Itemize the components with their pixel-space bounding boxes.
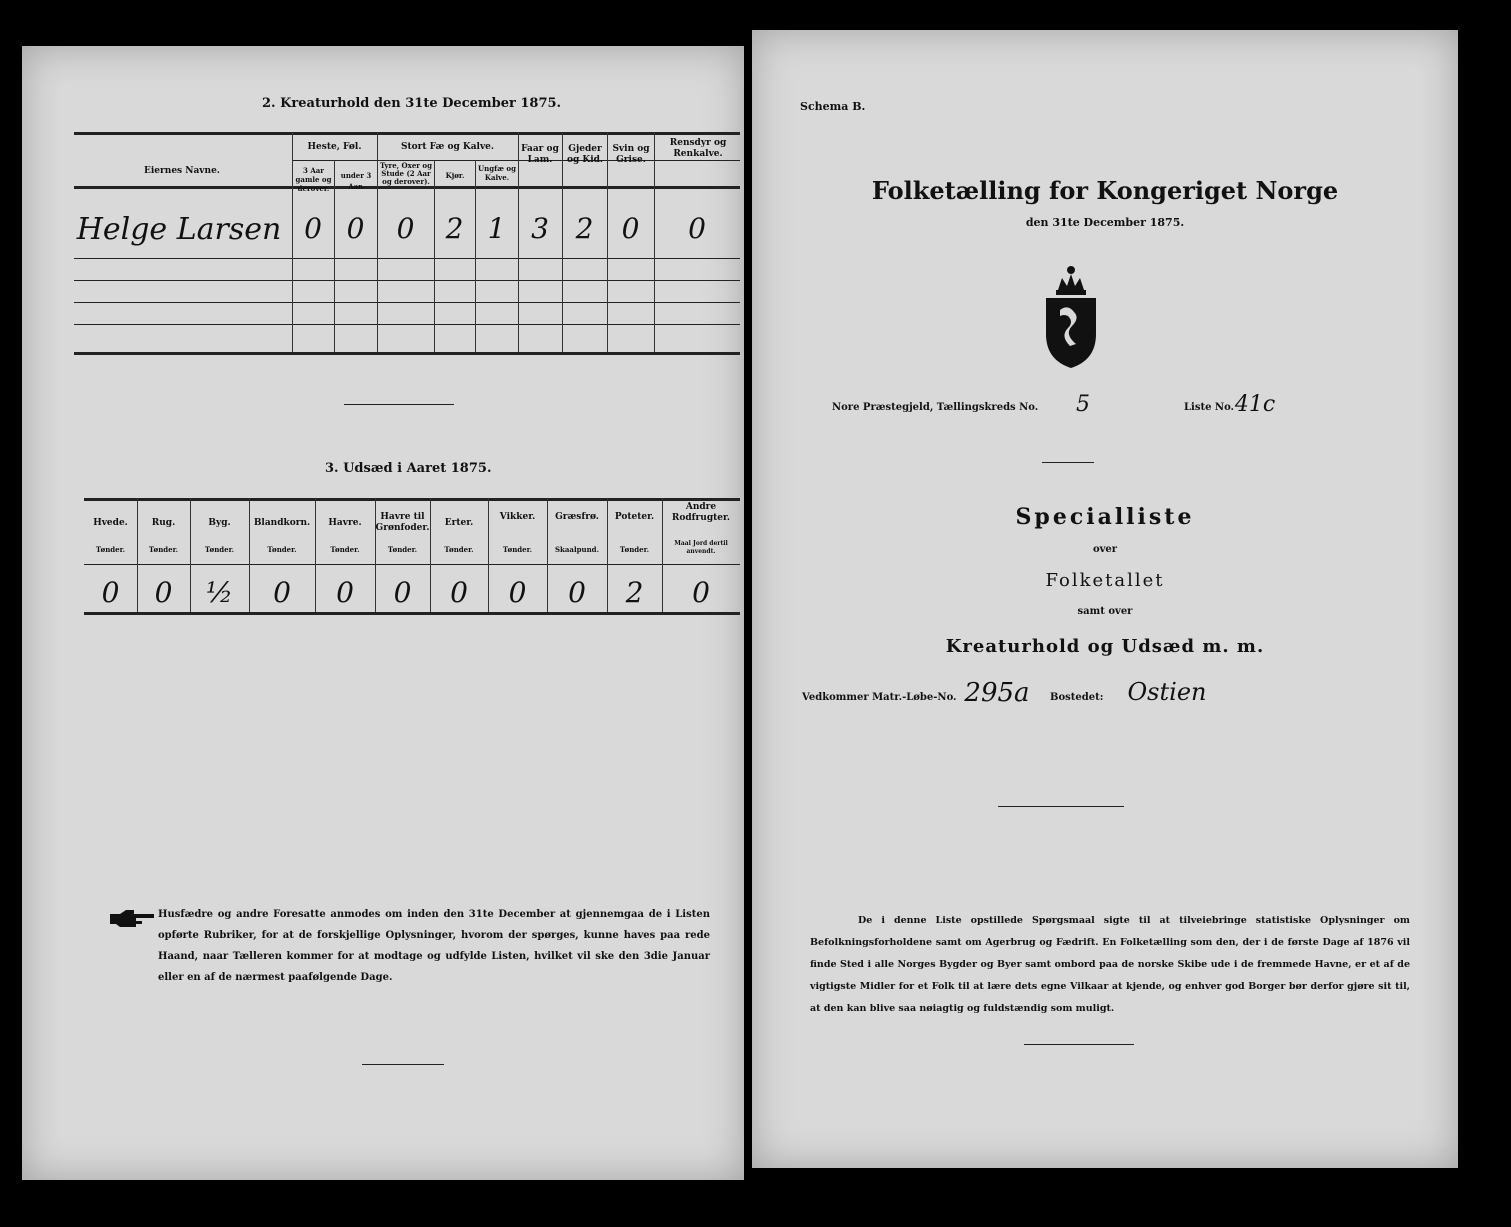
bulls-header: Tyre, Oxer og Stude (2 Aar og derover).: [380, 161, 432, 186]
seed-header: Byg.: [208, 518, 231, 528]
horses-header: Heste, Føl.: [307, 142, 362, 152]
seed-value: 0: [154, 576, 173, 609]
census-purpose-paragraph: De i denne Liste opstillede Spørgsmaal sigte til at tilveiebringe statistiske Oplysninger om Befolkningsforholdene samt om Agerbrug og Fædrift. En Folketælling som den, der i de første Dage af 1876 vil finde Sted i alle Norges Bygder og Byer samt ombord paa de norske Skibe ude i de fremmede Havne, er et af de vigtigste Midler for et Folk til at lære dets egne Vilkaar at kjende, og enhver god Borger bør derfor gjøre sit til, at den kan blive saa nøiagtig og fuldstændig som muligt.: [810, 915, 1410, 1014]
seed-value: ½: [205, 576, 234, 609]
samt-over-text: samt over: [1077, 606, 1133, 617]
seed-unit: Tønder.: [330, 545, 360, 554]
seed-bottom-rule: [84, 612, 740, 615]
household-note: Husfædre og andre Foresatte anmodes om inden den 31te December at gjennemgaa de i Listen opførte Rubriker, for at de forskjellige Oplysninger, hvorom der spørges, kunne haves paa rede Haand, naar Tælleren kommer for at modtage og udfylde Listen, hvilket vil ske den 3die Januar eller en af de nærmest paafølgende Dage.: [158, 909, 710, 983]
livestock-col-divider: [475, 160, 476, 352]
census-title: Folketælling for Kongeriget Norge: [871, 176, 1339, 205]
seed-unit: Maal Jord dertil anvendt.: [674, 540, 728, 555]
end-rule: [1024, 1044, 1134, 1045]
seed-value: 0: [393, 576, 412, 609]
kreaturhold-heading: Kreaturhold og Udsæd m. m.: [945, 636, 1265, 657]
seed-title: 3. Udsæd i Aaret 1875.: [325, 461, 492, 476]
young-cattle-header: Ungfæ og Kalve.: [478, 164, 516, 182]
owner-name: Helge Larsen: [76, 212, 282, 247]
seed-unit: Tønder.: [204, 545, 235, 554]
seed-header: Hvede.: [93, 518, 128, 528]
separator-rule: [344, 404, 454, 405]
livestock-value: 3: [531, 212, 549, 245]
separator-rule: [998, 806, 1124, 807]
livestock-value: 2: [575, 212, 594, 245]
list-label: Liste No.: [1184, 402, 1235, 413]
specialliste-heading: Specialliste: [1015, 504, 1195, 530]
livestock-row-rule-2: [74, 280, 740, 281]
end-rule: [362, 1064, 444, 1065]
seed-header: Andre Rodfrugter.: [671, 502, 731, 523]
seed-value: 2: [625, 576, 644, 609]
seed-header: Poteter.: [614, 512, 655, 522]
seed-header: Erter.: [444, 518, 474, 528]
district-label: Nore Præstegjeld, Tællingskreds No.: [832, 402, 1039, 413]
horses-young-header: under 3 Aar.: [340, 171, 372, 191]
norway-coat-of-arms-icon: [1038, 264, 1104, 370]
seed-value: 0: [336, 576, 354, 609]
district-number: 5: [1076, 392, 1090, 417]
livestock-value: 0: [346, 212, 365, 245]
livestock-value: 0: [304, 212, 322, 245]
livestock-title: 2. Kreaturhold den 31te December 1875.: [262, 96, 562, 111]
left-page: [22, 46, 744, 1180]
seed-header: Havre.: [328, 518, 362, 528]
seed-value: 0: [508, 576, 527, 609]
seed-value: 0: [101, 576, 120, 609]
goats-header: Gjeder og Kid.: [566, 144, 604, 165]
livestock-header-rule: [74, 186, 740, 189]
livestock-row-rule-3: [74, 302, 740, 303]
pigs-header: Svin og Grise.: [612, 144, 650, 165]
matr-number: 295a: [964, 678, 1030, 708]
bosted-label: Bostedet:: [1050, 692, 1104, 703]
livestock-bottom-rule: [74, 352, 740, 355]
seed-header: Græsfrø.: [555, 512, 599, 522]
livestock-value: 0: [621, 212, 640, 245]
cattle-header: Stort Fæ og Kalve.: [400, 142, 495, 152]
bosted-value: Ostien: [1127, 678, 1207, 706]
livestock-value: 0: [688, 212, 706, 245]
seed-value: 0: [273, 576, 291, 609]
right-page: [752, 30, 1458, 1168]
seed-unit: Tønder.: [267, 545, 297, 554]
owner-header: Eiernes Navne.: [144, 166, 220, 176]
seed-header-rule: [84, 564, 740, 565]
schema-label: Schema B.: [800, 100, 866, 113]
livestock-top-rule: [74, 132, 740, 135]
separator-rule: [1042, 462, 1094, 463]
livestock-group-rule: [292, 160, 740, 161]
seed-unit: Tønder.: [95, 545, 126, 554]
census-date: den 31te December 1875.: [1025, 216, 1185, 229]
matr-label: Vedkommer Matr.-Løbe-No.: [802, 692, 957, 703]
seed-unit: Skaalpund.: [554, 545, 600, 554]
horses-old-header: 3 Aar gamle og derover.: [295, 166, 332, 193]
over-text: over: [1092, 544, 1118, 555]
folketallet-heading: Folketallet: [1045, 570, 1165, 591]
seed-unit: Tønder.: [387, 545, 418, 554]
livestock-col-divider: [434, 160, 435, 352]
livestock-row-rule-1: [74, 258, 740, 259]
livestock-value: 1: [487, 212, 506, 245]
sheep-header: Faar og Lam.: [521, 144, 559, 165]
seed-top-rule: [84, 498, 740, 501]
livestock-value: 2: [445, 212, 464, 245]
seed-unit: Tønder.: [502, 545, 533, 554]
seed-unit: Tønder.: [444, 545, 474, 554]
seed-header: Vikker.: [499, 512, 536, 522]
seed-header: Havre til Grønfoder.: [375, 512, 430, 533]
seed-unit: Tønder.: [619, 545, 650, 554]
seed-value: 0: [692, 576, 710, 609]
seed-header: Rug.: [151, 518, 176, 528]
livestock-value: 0: [396, 212, 415, 245]
seed-value: 0: [450, 576, 468, 609]
pointing-hand-icon: [108, 908, 156, 930]
seed-unit: Tønder.: [148, 545, 179, 554]
reindeer-header: Rensdyr og Renkalve.: [669, 138, 727, 159]
livestock-row-rule-4: [74, 324, 740, 325]
seed-header: Blandkorn.: [253, 518, 311, 528]
cows-header: Kjør.: [445, 171, 465, 180]
seed-value: 0: [568, 576, 586, 609]
list-number: 41c: [1234, 392, 1276, 417]
